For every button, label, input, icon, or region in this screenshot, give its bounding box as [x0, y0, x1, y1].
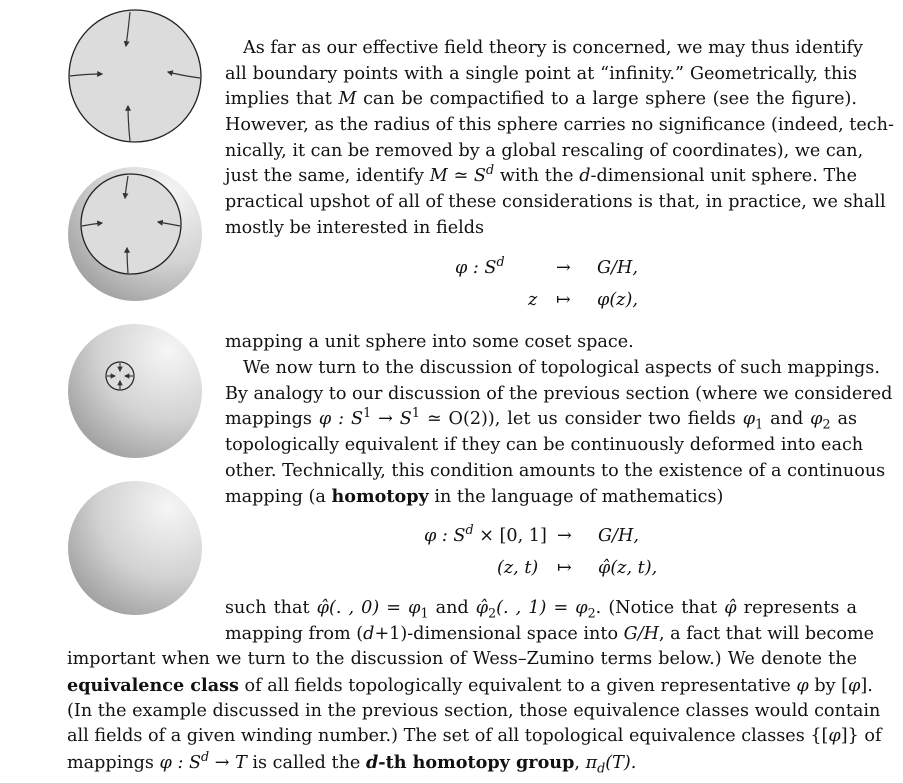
p1-line-6: just the same, identify M ≃ $S^d$ with the d-dimensional unit sphere. The: [225, 162, 858, 186]
p4-line-5: (In the example discussed in the previous section, those equivalence classes would contain: [67, 701, 881, 721]
eq1-r1-rhs: G/H,: [597, 258, 638, 278]
p4-line-3: important when we turn to the discussion of Wess–Zumino terms below.) We denote the: [67, 649, 857, 669]
eq2-r2-arrow: ↦: [557, 558, 572, 578]
p3-line-3: mappings φ : $S^1 \to S^1$ ≃ O(2)), let us consider two fields $\varphi_1$ and $\varphi_2$ as: [225, 405, 858, 432]
eq2-r1-lhs: φ : $S^d \times [0$, 1]: [424, 522, 547, 546]
term-homotopy-group: -th homotopy group: [378, 752, 575, 773]
p3-line-6: mapping (a homotopy in the language of mathematics): [225, 486, 724, 507]
p4-line-6: all fields of a given winding number.) The set of all topological equivalence classes {[φ]} of: [67, 726, 882, 746]
sphere-with-small-disk: [68, 324, 202, 458]
p3-line-1: We now turn to the discussion of topological aspects of such mappings.: [243, 358, 880, 378]
p3-line-5: other. Technically, this condition amounts to the existence of a continuous: [225, 461, 886, 481]
p4-line-2: mapping from (d+1)-dimensional space into G/H, a fact that will become: [225, 624, 875, 644]
sphere-compactification-figure: [62, 8, 210, 623]
term-equivalence-class: equivalence class: [67, 675, 239, 696]
eq1-r1-lhs: φ : $S^d$: [455, 254, 505, 278]
p1-line-4: However, as the radius of this sphere carries no significance (indeed, tech-: [225, 115, 894, 135]
term-homotopy-group-d: d: [365, 752, 379, 773]
eq1-r2-lhs: z: [528, 290, 538, 310]
p2-line-1: mapping a unit sphere into some coset space.: [225, 332, 634, 352]
p1-line-7: practical upshot of all of these considerations is that, in practice, we shall: [225, 192, 886, 212]
eq1-r1-arrow: →: [556, 258, 571, 278]
p4-line-1: such that φ̂(. , $0) = \varphi_1$ and $\varphî_2$(. , $1) = \varphi_2$. (Notice that φ̂ represents a: [225, 598, 857, 621]
eq2-r1-rhs: G/H,: [598, 526, 639, 546]
p1-line-5: nically, it can be removed by a global rescaling of coordinates), we can,: [225, 141, 864, 161]
p3-line-2: By analogy to our discussion of the previous section (where we considered: [225, 384, 893, 404]
sphere-with-large-disk: [68, 167, 202, 301]
plain-sphere: [68, 481, 202, 615]
p4-line-4: equivalence class of all fields topologically equivalent to a given representative φ by [φ].: [67, 675, 873, 696]
flat-disk-with-boundary-arrows: [69, 10, 201, 142]
eq2-r1-arrow: →: [557, 526, 572, 546]
p3-line-4: topologically equivalent if they can be continuously deformed into each: [225, 435, 864, 455]
p1-line-1: As far as our effective field theory is concerned, we may thus identify: [243, 38, 863, 58]
p4-line-7: mappings φ : $S^d \to T$ is called the d-th homotopy group, $\pi_d(T)$.: [67, 749, 637, 776]
eq1-r2-arrow: ↦: [556, 290, 571, 310]
eq2-r2-rhs: φ̂(z, t),: [598, 558, 658, 578]
p1-line-3: implies that M can be compactified to a large sphere (see the figure).: [225, 89, 858, 109]
p1-line-8: mostly be interested in fields: [225, 218, 485, 238]
term-homotopy: homotopy: [331, 486, 429, 507]
eq2-r2-lhs: (z, t): [497, 558, 539, 578]
eq1-r2-rhs: φ(z),: [597, 290, 638, 310]
p1-line-2: all boundary points with a single point at “infinity.” Geometrically, this: [225, 64, 857, 84]
